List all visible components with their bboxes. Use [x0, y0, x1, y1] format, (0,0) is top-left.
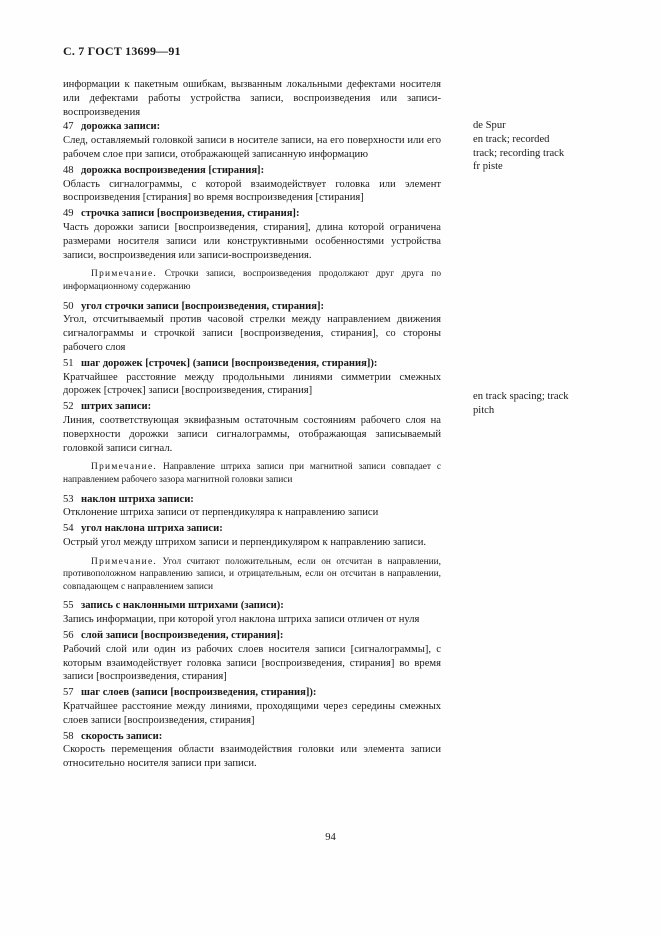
- term-name: наклон штриха записи:: [81, 493, 194, 505]
- term-entry: [63, 300, 441, 355]
- term-name: шаг дорожек [строчек] (записи [воспроизведения, стирания]):: [81, 357, 378, 369]
- term-definition: Рабочий слой или один из рабочих слоев носителя записи [сигналограммы], с которым взаимодействует головка записи [воспроизведения, стирания] во время записи [воспроизведения, стирания]: [63, 643, 441, 683]
- term-definition: Угол, отсчитываемый против часовой стрелки между направлением движения сигналограммы и строчкой записи [воспроизведения, стирания], со стороны рабочего слоя: [63, 314, 441, 353]
- term-definition: Запись информации, при которой угол наклона штриха записи отличен от нуля: [63, 614, 420, 626]
- translation-line: fr piste: [473, 161, 503, 173]
- term-definition: Отклонение штриха записи от перпендикуляра к направлению записи: [63, 507, 379, 519]
- term-name: скорость записи:: [81, 730, 163, 742]
- note-text: Строчки записи, воспроизведения продолжают друг друга по информационному содержанию: [63, 269, 442, 292]
- term-name: запись с наклонными штрихами (записи):: [81, 600, 284, 612]
- term-entry: [63, 207, 441, 293]
- term-entry: [63, 522, 441, 593]
- term-number: 53: [63, 493, 74, 505]
- term-definition: Кратчайшее расстояние между продольными линиями симметрии смежных дорожек [строчек] записи [воспроизведения, стирания]: [63, 371, 441, 397]
- term-name: угол строчки записи [воспроизведения, стирания]:: [81, 300, 325, 312]
- term-entry: [63, 120, 441, 161]
- note-text: Угол считают положительным, если он отсчитан в направлении, противоположном направлению записи, и отрицательным, если он отсчитан в направлении, совпадающем с направлением записи: [63, 556, 441, 592]
- note-separator: [157, 269, 165, 279]
- translation-line: en track spacing; track: [473, 391, 569, 402]
- translations-47: [473, 119, 633, 174]
- term-number: 52: [63, 401, 74, 413]
- term-number: 56: [63, 630, 74, 642]
- term-entry: [63, 730, 441, 771]
- term-heading: [63, 599, 441, 613]
- term-heading: [63, 357, 441, 371]
- term-definition: Острый угол между штрихом записи и перпендикуляром к направлению записи.: [63, 536, 427, 548]
- term-number: 51: [63, 357, 74, 369]
- term-entry: [63, 493, 441, 521]
- term-number: 54: [63, 523, 74, 535]
- term-name: слой записи [воспроизведения, стирания]:: [81, 630, 284, 642]
- term-entry: [63, 164, 441, 205]
- term-definition: Линия, соответствующая эквифазным остаточным состояниям рабочего слоя на поверхности дорожки записи сигналограммы, отображающая записываемый головкой записи сигнал.: [63, 414, 441, 454]
- term-name: дорожка воспроизведения [стирания]:: [81, 164, 265, 176]
- term-number: 49: [63, 208, 74, 220]
- translation-line: de Spur: [473, 120, 506, 131]
- term-name: угол наклона штриха записи:: [81, 523, 223, 535]
- term-heading: [63, 629, 441, 643]
- note-label: Примечание.: [91, 269, 158, 280]
- page-number: 94: [325, 832, 336, 843]
- intro-paragraph: информации к пакетным ошибкам, вызванным локальными дефектами носителя или дефектами работы устройства записи, воспроизведения или записи-воспроизведения: [63, 79, 441, 118]
- term-name: дорожка записи:: [81, 121, 161, 133]
- terms-list: [63, 120, 441, 771]
- page-header: С. 7 ГОСТ 13699—91: [63, 44, 181, 58]
- term-definition: След, оставляемый головкой записи в носителе записи, на его поверхности или его рабочем слое при записи, отображающей записанную информацию: [63, 135, 441, 160]
- term-number: 47: [63, 121, 74, 133]
- translation-line: pitch: [473, 404, 495, 416]
- term-heading: [63, 120, 441, 134]
- translations-51: [473, 390, 633, 418]
- term-definition: Часть дорожки записи [воспроизведения, стирания], длина которой ограничена размерами носителя записи или конструктивными особенностями устройства записи, воспроизведения или записи-воспроизведения.: [63, 221, 441, 261]
- term-heading: [63, 493, 441, 507]
- term-heading: [63, 522, 441, 536]
- term-heading: [63, 164, 441, 178]
- term-heading: [63, 730, 441, 744]
- term-definition: Область сигналограммы, с которой взаимодействует головка или элемент воспроизведения [стирания] во время воспроизведения [стирания]: [63, 178, 441, 204]
- main-column: [63, 78, 441, 773]
- note-label: Примечание.: [91, 556, 158, 567]
- term-name: строчка записи [воспроизведения, стирания]:: [81, 208, 300, 220]
- term-number: 50: [63, 300, 74, 312]
- term-heading: [63, 207, 441, 221]
- translation-line: track; recording track: [473, 147, 565, 159]
- term-heading: [63, 400, 441, 414]
- term-definition: Кратчайшее расстояние между линиями, проходящими через середины смежных слоев записи [воспроизведения, стирания]: [63, 701, 441, 726]
- term-name: шаг слоев (записи [воспроизведения, стирания]):: [81, 687, 317, 699]
- term-entry: [63, 599, 441, 627]
- term-definition: Скорость перемещения области взаимодействия головки или элемента записи относительно носителя записи при записи.: [63, 744, 441, 770]
- term-number: 48: [63, 164, 74, 176]
- term-number: 55: [63, 600, 74, 612]
- term-note: [63, 461, 441, 486]
- note-text: Направление штриха записи при магнитной записи совпадает с направлением рабочего зазора магнитной головки записи: [63, 462, 442, 485]
- term-entry: [63, 629, 441, 684]
- term-number: 57: [63, 687, 74, 699]
- term-entry: [63, 357, 441, 398]
- term-name: штрих записи:: [81, 401, 152, 413]
- term-heading: [63, 686, 441, 700]
- translation-line: en track; recorded: [473, 133, 550, 145]
- term-entry: [63, 400, 441, 486]
- term-note: [63, 556, 441, 594]
- term-heading: [63, 300, 441, 314]
- term-note: [63, 268, 441, 293]
- note-label: Примечание.: [91, 462, 158, 473]
- term-entry: [63, 686, 441, 727]
- term-number: 58: [63, 730, 74, 742]
